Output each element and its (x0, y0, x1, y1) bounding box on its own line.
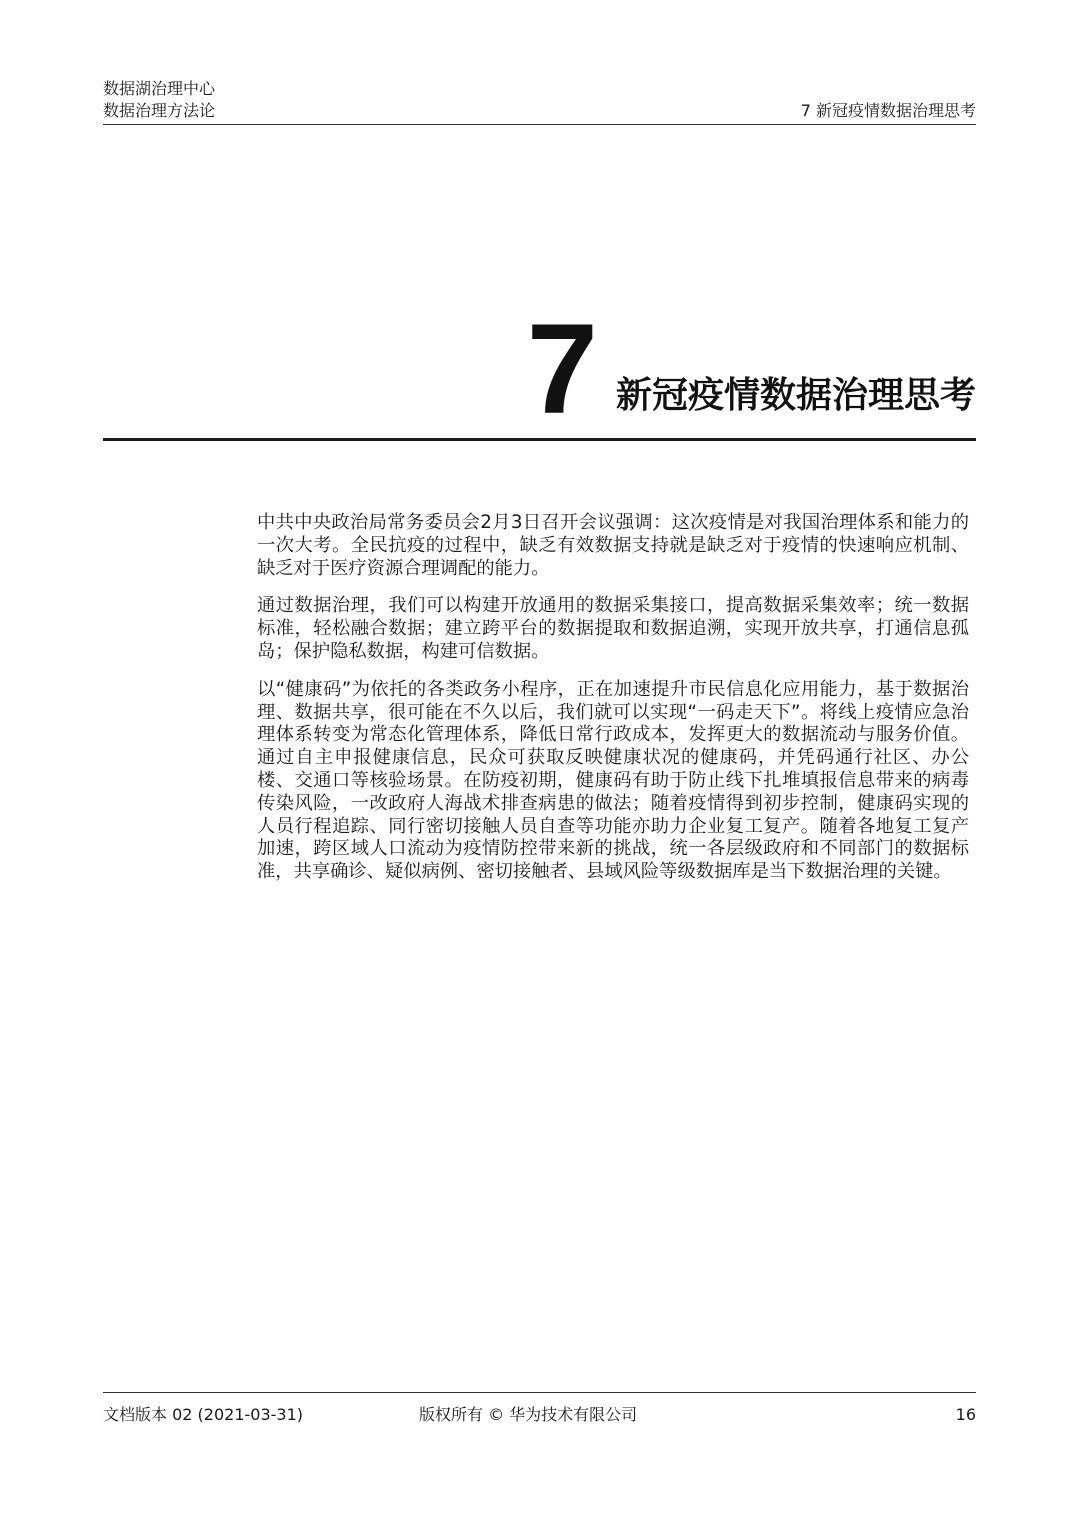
header-document-name: 数据治理方法论 (103, 101, 216, 120)
footer-version: 文档版本 02 (2021-03-31) (103, 1405, 304, 1424)
footer-page-number: 16 (955, 1405, 976, 1424)
page-footer (103, 1392, 976, 1427)
chapter-heading (103, 300, 976, 441)
footer-copyright: 版权所有 © 华为技术有限公司 (419, 1405, 638, 1424)
chapter-number: 7 (526, 298, 598, 441)
page-header (103, 78, 976, 125)
header-left-block (103, 78, 215, 122)
header-chapter-name: 7 新冠疫情数据治理思考 (800, 101, 976, 120)
body-content (257, 512, 969, 899)
chapter-heading-inner (526, 298, 976, 441)
chapter-title: 新冠疫情数据治理思考 (615, 375, 976, 416)
header-product-name: 数据湖治理中心 (103, 79, 216, 98)
paragraph-2: 通过数据治理，我们可以构建开放通用的数据采集接口，提高数据采集效率；统一数据标准，轻松融合数据；建立跨平台的数据提取和数据追溯，实现开放共享，打通信息孤岛；保护隐私数据，构建可信数据。 (257, 595, 969, 662)
paragraph-3: 以“健康码”为依托的各类政务小程序，正在加速提升市民信息化应用能力，基于数据治理、数据共享，很可能在不久以后，我们就可以实现“一码走天下”。将线上疫情应急治理体系转变为常态化管理体系，降低日常行政成本，发挥更大的数据流动与服务价值。通过自主申报健康信息，民众可获取反映健康状况的健康码，并凭码通行社区、办公楼、交通口等核验场景。在防疫初期，健康码有助于防止线下扎堆填报信息带来的病毒传染风险，一改政府人海战术排查病患的做法；随着疫情得到初步控制，健康码实现的人员行程追踪、同行密切接触人员自查等功能亦助力企业复工复产。随着各地复工复产加速，跨区域人口流动为疫情防控带来新的挑战，统一各层级政府和不同部门的数据标准，共享确诊、疑似病例、密切接触者、县域风险等级数据库是当下数据治理的关键。 (257, 678, 969, 883)
paragraph-1: 中共中央政治局常务委员会2月3日召开会议强调：这次疫情是对我国治理体系和能力的一次大考。全民抗疫的过程中，缺乏有效数据支持就是缺乏对于疫情的快速响应机制、缺乏对于医疗资源合理调配的能力。 (257, 512, 969, 579)
